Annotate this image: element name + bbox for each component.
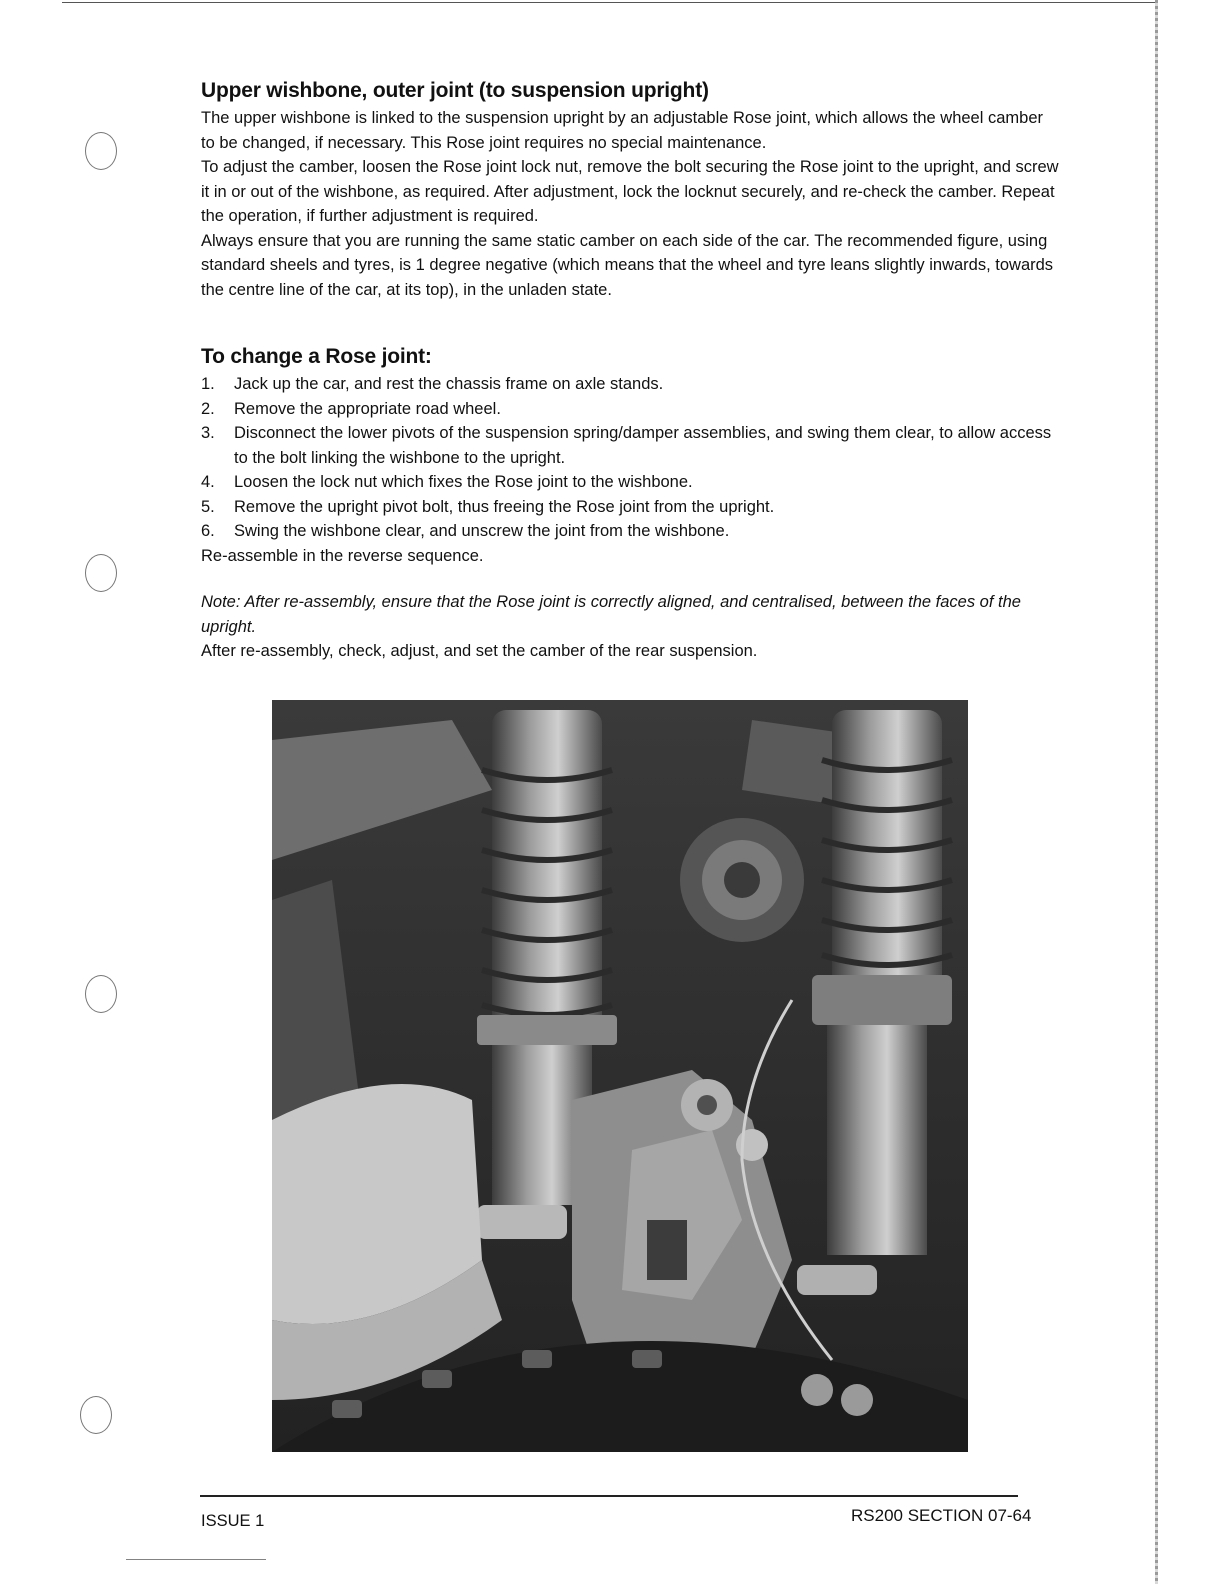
after-text: After re-assembly, check, adjust, and set the camber of the rear suspension. — [201, 642, 758, 660]
list-item — [201, 421, 1061, 470]
step-number: 5. — [201, 497, 215, 516]
list-item — [201, 470, 1061, 495]
step-text: Disconnect the lower pivots of the suspension spring/damper assemblies, and swing them clear, to allow access to the bolt linking the wishbone to the upright. — [234, 424, 1052, 467]
list-item — [201, 372, 1061, 397]
reassemble-text: Re-assemble in the reverse sequence. — [201, 546, 484, 565]
step-text: Swing the wishbone clear, and unscrew the joint from the wishbone. — [234, 522, 730, 540]
binder-hole-icon — [85, 554, 117, 592]
paragraph: To adjust the camber, loosen the Rose joint lock nut, remove the bolt securing the Rose joint to the upright, and screw it in or out of the wishbone, as required. After adjustment, lock the locknut securely, and re-check the camber. Repeat the operation, if further adjustment is required. — [201, 158, 1059, 225]
step-text: Remove the appropriate road wheel. — [234, 399, 501, 418]
step-number: 6. — [201, 522, 215, 540]
step-text: Jack up the car, and rest the chassis frame on axle stands. — [234, 375, 664, 393]
step-number: 1. — [201, 375, 215, 393]
footer-rule — [200, 1495, 1018, 1497]
step-number: 4. — [201, 473, 215, 491]
bottom-rule — [126, 1559, 266, 1560]
binder-hole-icon — [85, 975, 117, 1013]
binder-hole-icon — [85, 132, 117, 170]
top-rule — [62, 2, 1156, 3]
page-edge — [1155, 0, 1158, 1584]
steps-list — [201, 372, 1061, 544]
list-item — [201, 397, 1061, 422]
note-text: Note: After re-assembly, ensure that the Rose joint is correctly aligned, and centralised, between the faces of the upright. — [201, 593, 1021, 636]
list-item — [201, 495, 1061, 520]
list-item — [201, 519, 1061, 544]
footer-section: RS200 SECTION 07-64 — [851, 1506, 1032, 1525]
suspension-photo-drawing — [272, 700, 968, 1452]
step-text: Remove the upright pivot bolt, thus freeing the Rose joint from the upright. — [234, 497, 775, 516]
section-heading: To change a Rose joint: — [201, 345, 432, 368]
step-number: 3. — [201, 424, 215, 442]
suspension-photo — [272, 700, 968, 1452]
document-body — [201, 76, 1061, 664]
paragraph: Always ensure that you are running the same static camber on each side of the car. The recommended figure, using standard sheels and tyres, is 1 degree negative (which means that the wheel and tyre leans slightly inwards, towards the centre line of the car, at its top), in the unladen state. — [201, 231, 1054, 299]
step-text: Loosen the lock nut which fixes the Rose joint to the wishbone. — [234, 473, 693, 491]
binder-hole-icon — [80, 1396, 112, 1434]
paragraph: The upper wishbone is linked to the suspension upright by an adjustable Rose joint, which allows the wheel camber to be changed, if necessary. This Rose joint requires no special maintenance. — [201, 109, 1043, 152]
section-heading: Upper wishbone, outer joint (to suspension upright) — [201, 79, 709, 102]
footer-issue: ISSUE 1 — [201, 1512, 265, 1530]
step-number: 2. — [201, 399, 215, 418]
